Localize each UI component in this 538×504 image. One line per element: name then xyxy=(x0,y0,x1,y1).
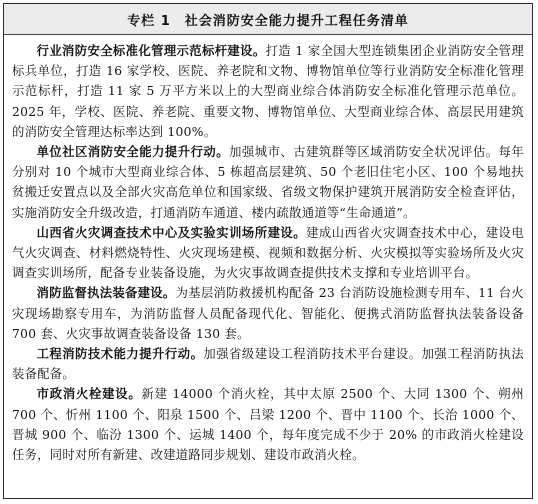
task-description: 打造 1 家全国大型连锁集团企业消防安全管理标兵单位，打造 16 家学校、医院、养老院和文物、博物馆单位等行业消防安全标准化管理示范标杆，打造 11 家 5 万平方米以上的大型商业综合体消防安全标准化管理示范单位。2025 年，学校、医院、养老院、重要文物、博物馆单位、大型商业综合体、高层民用建筑的消防安全管理达标率达到 100%。 xyxy=(12,44,525,139)
task-description: 加强城市、古建筑群等区域消防安全状况评估。每年分别对 10 个城市大型商业综合体、5 栋超高层建筑、50 个老旧住宅小区、100 个易地扶贫搬迁安置点以及全部火灾高危单位和国家级、省级文物保护建筑开展消防安全检查评估，实施消防安全升级改造，打通消防车通道、楼内疏散通道等“生命通道”。 xyxy=(12,145,524,220)
task-item-community-fire-safety xyxy=(12,142,524,223)
task-description: 为基层消防救援机构配备 23 台消防设施检测专用车、11 台火灾现场勘察专用车，为消防监督人员配备现代化、智能化、便携式消防监督执法装备设备 700 套、火灾事故调查装备设备 130 套。 xyxy=(12,286,524,341)
task-item-fire-safety-standardization xyxy=(12,41,524,142)
task-list-box xyxy=(3,3,533,499)
task-item-fire-investigation-center xyxy=(12,223,524,284)
task-list-content xyxy=(4,35,532,465)
task-item-municipal-hydrants xyxy=(12,384,524,465)
task-description: 加强省级建设工程消防技术平台建设。加强工程消防执法装备配备。 xyxy=(12,347,524,382)
task-heading: 市政消火栓建设。 xyxy=(36,387,142,402)
task-heading: 行业消防安全标准化管理示范标杆建设。 xyxy=(36,44,266,58)
column-label: 专栏 1 xyxy=(127,13,171,29)
task-heading: 消防监督执法装备建设。 xyxy=(36,286,176,301)
task-item-engineering-fire-technology xyxy=(12,344,524,384)
task-heading: 工程消防技术能力提升行动。 xyxy=(36,347,204,362)
task-heading: 山西省火灾调查技术中心及实验实训场所建设。 xyxy=(36,225,307,240)
box-header xyxy=(4,4,532,35)
task-item-enforcement-equipment xyxy=(12,283,524,344)
task-description: 建成山西省火灾调查技术中心，建设电气火灾调查、材料燃烧特性、火灾现场建模、视频和数据分析、火灾模拟等实验场所及火灾调查实训场所，配备专业装备设施，为火灾事故调查提供技术支撑和专业培训平台。 xyxy=(12,225,524,281)
box-title: 社会消防安全能力提升工程任务清单 xyxy=(184,13,409,29)
task-description: 新建 14000 个消火栓，其中太原 2500 个、大同 1300 个、朔州 700 个、忻州 1100 个、阳泉 1500 个、吕梁 1200 个、晋中 1100 个、长治 1000 个、晋城 900 个、临汾 1300 个、运城 1400 个，每年度完成不少于 20% 的市政消火栓建设任务，同时对所有新建、改建道路同步规划、建设市政消火栓。 xyxy=(12,387,525,463)
task-heading: 单位社区消防安全能力提升行动。 xyxy=(36,145,230,160)
